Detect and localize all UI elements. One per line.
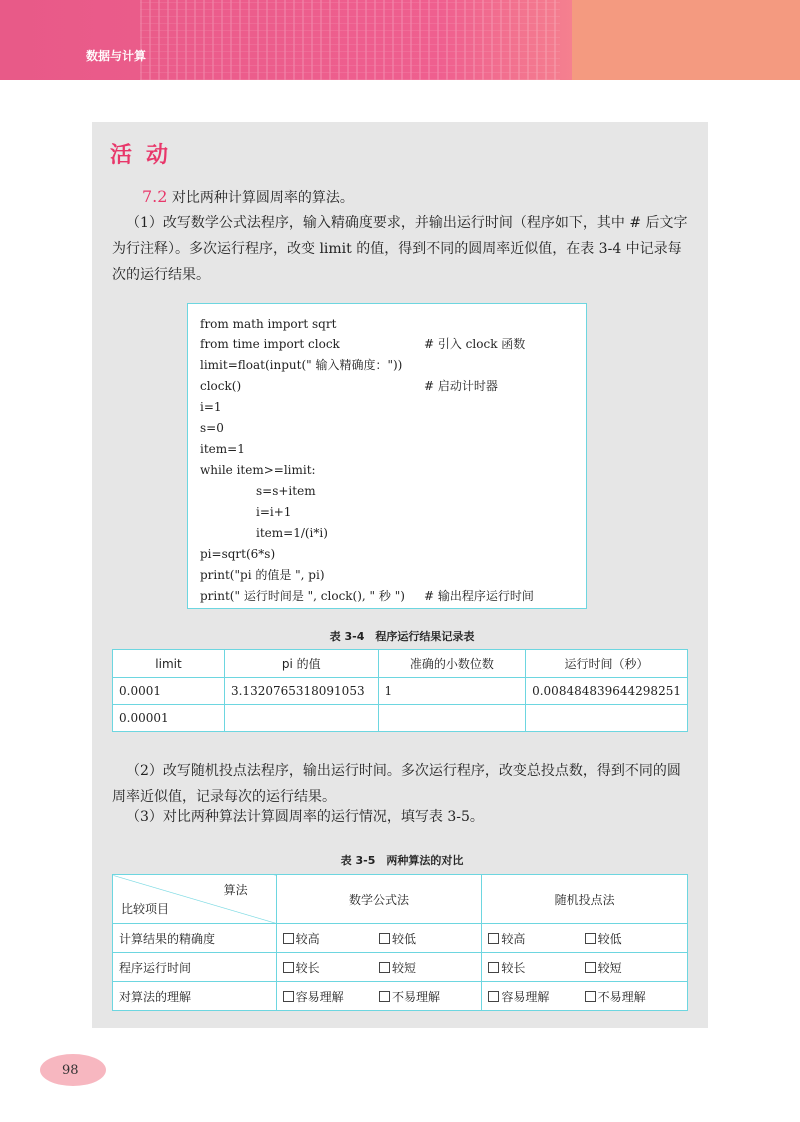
- checkbox-icon[interactable]: [585, 962, 596, 973]
- item-number: 7.2: [142, 187, 168, 206]
- checkbox-icon[interactable]: [488, 962, 499, 973]
- table-cell: 3.1320765318091053: [224, 678, 378, 705]
- header-banner: [0, 0, 800, 80]
- option-label: 不易理解: [391, 989, 440, 1004]
- table-header-cell: limit: [113, 650, 225, 678]
- row-label: 程序运行时间: [113, 953, 277, 982]
- options-cell: [276, 982, 482, 1011]
- table-cell: [526, 705, 688, 732]
- code-line: print(" 运行时间是 ", clock(), " 秒 "): [200, 589, 405, 603]
- checkbox-icon[interactable]: [488, 933, 499, 944]
- code-line: from math import sqrt: [200, 317, 337, 331]
- table-row: [113, 924, 688, 953]
- options-cell: [276, 924, 482, 953]
- row-label: 计算结果的精确度: [113, 924, 277, 953]
- table-3-5-caption: 表 3-5 两种算法的对比: [340, 854, 464, 867]
- option-label: 较短: [391, 960, 416, 975]
- table-header-cell: 运行时间（秒）: [526, 650, 688, 678]
- code-line: clock(): [200, 379, 242, 393]
- table-cell: [378, 705, 526, 732]
- table-row: [113, 678, 688, 705]
- checkbox-icon[interactable]: [283, 991, 294, 1002]
- table-3-4-caption: 表 3-4 程序运行结果记录表: [329, 630, 475, 643]
- code-line: from time import clock: [200, 337, 340, 351]
- checkbox-option[interactable]: [488, 959, 584, 976]
- code-line: i=i+1: [256, 505, 292, 519]
- table-header-cell: pi 的值: [224, 650, 378, 678]
- code-line: pi=sqrt(6*s): [200, 547, 276, 561]
- table-header-cell: 准确的小数位数: [378, 650, 526, 678]
- options-cell: [482, 982, 688, 1011]
- table-header-cell: 数学公式法: [276, 875, 482, 924]
- table-3-5: [112, 874, 688, 1011]
- code-comment: # 引入 clock 函数: [424, 337, 526, 351]
- checkbox-option[interactable]: [585, 959, 681, 976]
- option-label: 较长: [501, 960, 526, 975]
- options-cell: [482, 924, 688, 953]
- code-line: limit=float(input(" 输入精确度：")): [200, 358, 403, 372]
- step-2-text: （2）改写随机投点法程序，输出运行时间。多次运行程序，改变总投点数，得到不同的圆周率近似值，记录每次的运行结果。: [112, 763, 681, 805]
- checkbox-icon[interactable]: [379, 991, 390, 1002]
- code-line: item=1: [200, 442, 245, 456]
- option-label: 不易理解: [597, 989, 646, 1004]
- step-3-text: （3）对比两种算法计算圆周率的运行情况，填写表 3-5。: [126, 809, 484, 825]
- diagonal-header-cell: [113, 875, 277, 924]
- activity-item-7-2: [112, 184, 692, 211]
- code-line: s=s+item: [256, 484, 316, 498]
- checkbox-icon[interactable]: [283, 962, 294, 973]
- option-label: 较高: [501, 931, 526, 946]
- option-label: 较高: [295, 931, 320, 946]
- checkbox-icon[interactable]: [379, 933, 390, 944]
- checkbox-option[interactable]: [379, 988, 475, 1005]
- code-line: item=1/(i*i): [256, 526, 328, 540]
- checkbox-option[interactable]: [488, 988, 584, 1005]
- code-line: print("pi 的值是 ", pi): [200, 568, 325, 582]
- checkbox-option[interactable]: [488, 930, 584, 947]
- checkbox-option[interactable]: [379, 930, 475, 947]
- table-row: [113, 705, 688, 732]
- checkbox-option[interactable]: [283, 930, 379, 947]
- code-line: i=1: [200, 400, 222, 414]
- table-row: [113, 982, 688, 1011]
- checkbox-icon[interactable]: [585, 991, 596, 1002]
- running-head: 数据与计算: [86, 49, 147, 63]
- checkbox-icon[interactable]: [283, 933, 294, 944]
- banner-right-block: [572, 0, 800, 80]
- code-line: while item>=limit:: [200, 463, 316, 477]
- table-header-cell: 随机投点法: [482, 875, 688, 924]
- table-header-row: [113, 875, 688, 924]
- item-text: 对比两种计算圆周率的算法。: [171, 190, 354, 206]
- option-label: 较低: [597, 931, 622, 946]
- table-cell: 0.0001: [113, 678, 225, 705]
- step-1-text: （1）改写数学公式法程序，输入精确度要求，并输出运行时间（程序如下，其中 # 后文字为行注释）。多次运行程序，改变 limit 的值，得到不同的圆周率近似值，在表 3-4 中记录每次的运行结果。: [112, 215, 688, 283]
- checkbox-icon[interactable]: [488, 991, 499, 1002]
- table-cell: 0.008484839644298251: [526, 678, 688, 705]
- checkbox-option[interactable]: [585, 988, 681, 1005]
- checkbox-icon[interactable]: [585, 933, 596, 944]
- option-label: 容易理解: [295, 989, 344, 1004]
- banner-texture: [140, 0, 560, 80]
- row-label: 对算法的理解: [113, 982, 277, 1011]
- code-comment: # 启动计时器: [424, 379, 498, 393]
- options-cell: [482, 953, 688, 982]
- table-header-row: [113, 650, 688, 678]
- checkbox-option[interactable]: [283, 988, 379, 1005]
- page-number: 98: [62, 1063, 79, 1078]
- option-label: 较长: [295, 960, 320, 975]
- table-cell: 0.00001: [113, 705, 225, 732]
- option-label: 较短: [597, 960, 622, 975]
- option-label: 较低: [391, 931, 416, 946]
- activity-title: 活动: [110, 143, 183, 168]
- table-cell: [224, 705, 378, 732]
- table-3-4: [112, 649, 688, 732]
- code-line: s=0: [200, 421, 224, 435]
- table-row: [113, 953, 688, 982]
- option-label: 容易理解: [501, 989, 550, 1004]
- checkbox-option[interactable]: [585, 930, 681, 947]
- checkbox-option[interactable]: [283, 959, 379, 976]
- corner-top-label: 算法: [223, 883, 248, 897]
- options-cell: [276, 953, 482, 982]
- table-cell: 1: [378, 678, 526, 705]
- code-comment: # 输出程序运行时间: [424, 589, 534, 603]
- checkbox-icon[interactable]: [379, 962, 390, 973]
- code-block: [187, 303, 587, 609]
- corner-bottom-label: 比较项目: [121, 902, 170, 916]
- checkbox-option[interactable]: [379, 959, 475, 976]
